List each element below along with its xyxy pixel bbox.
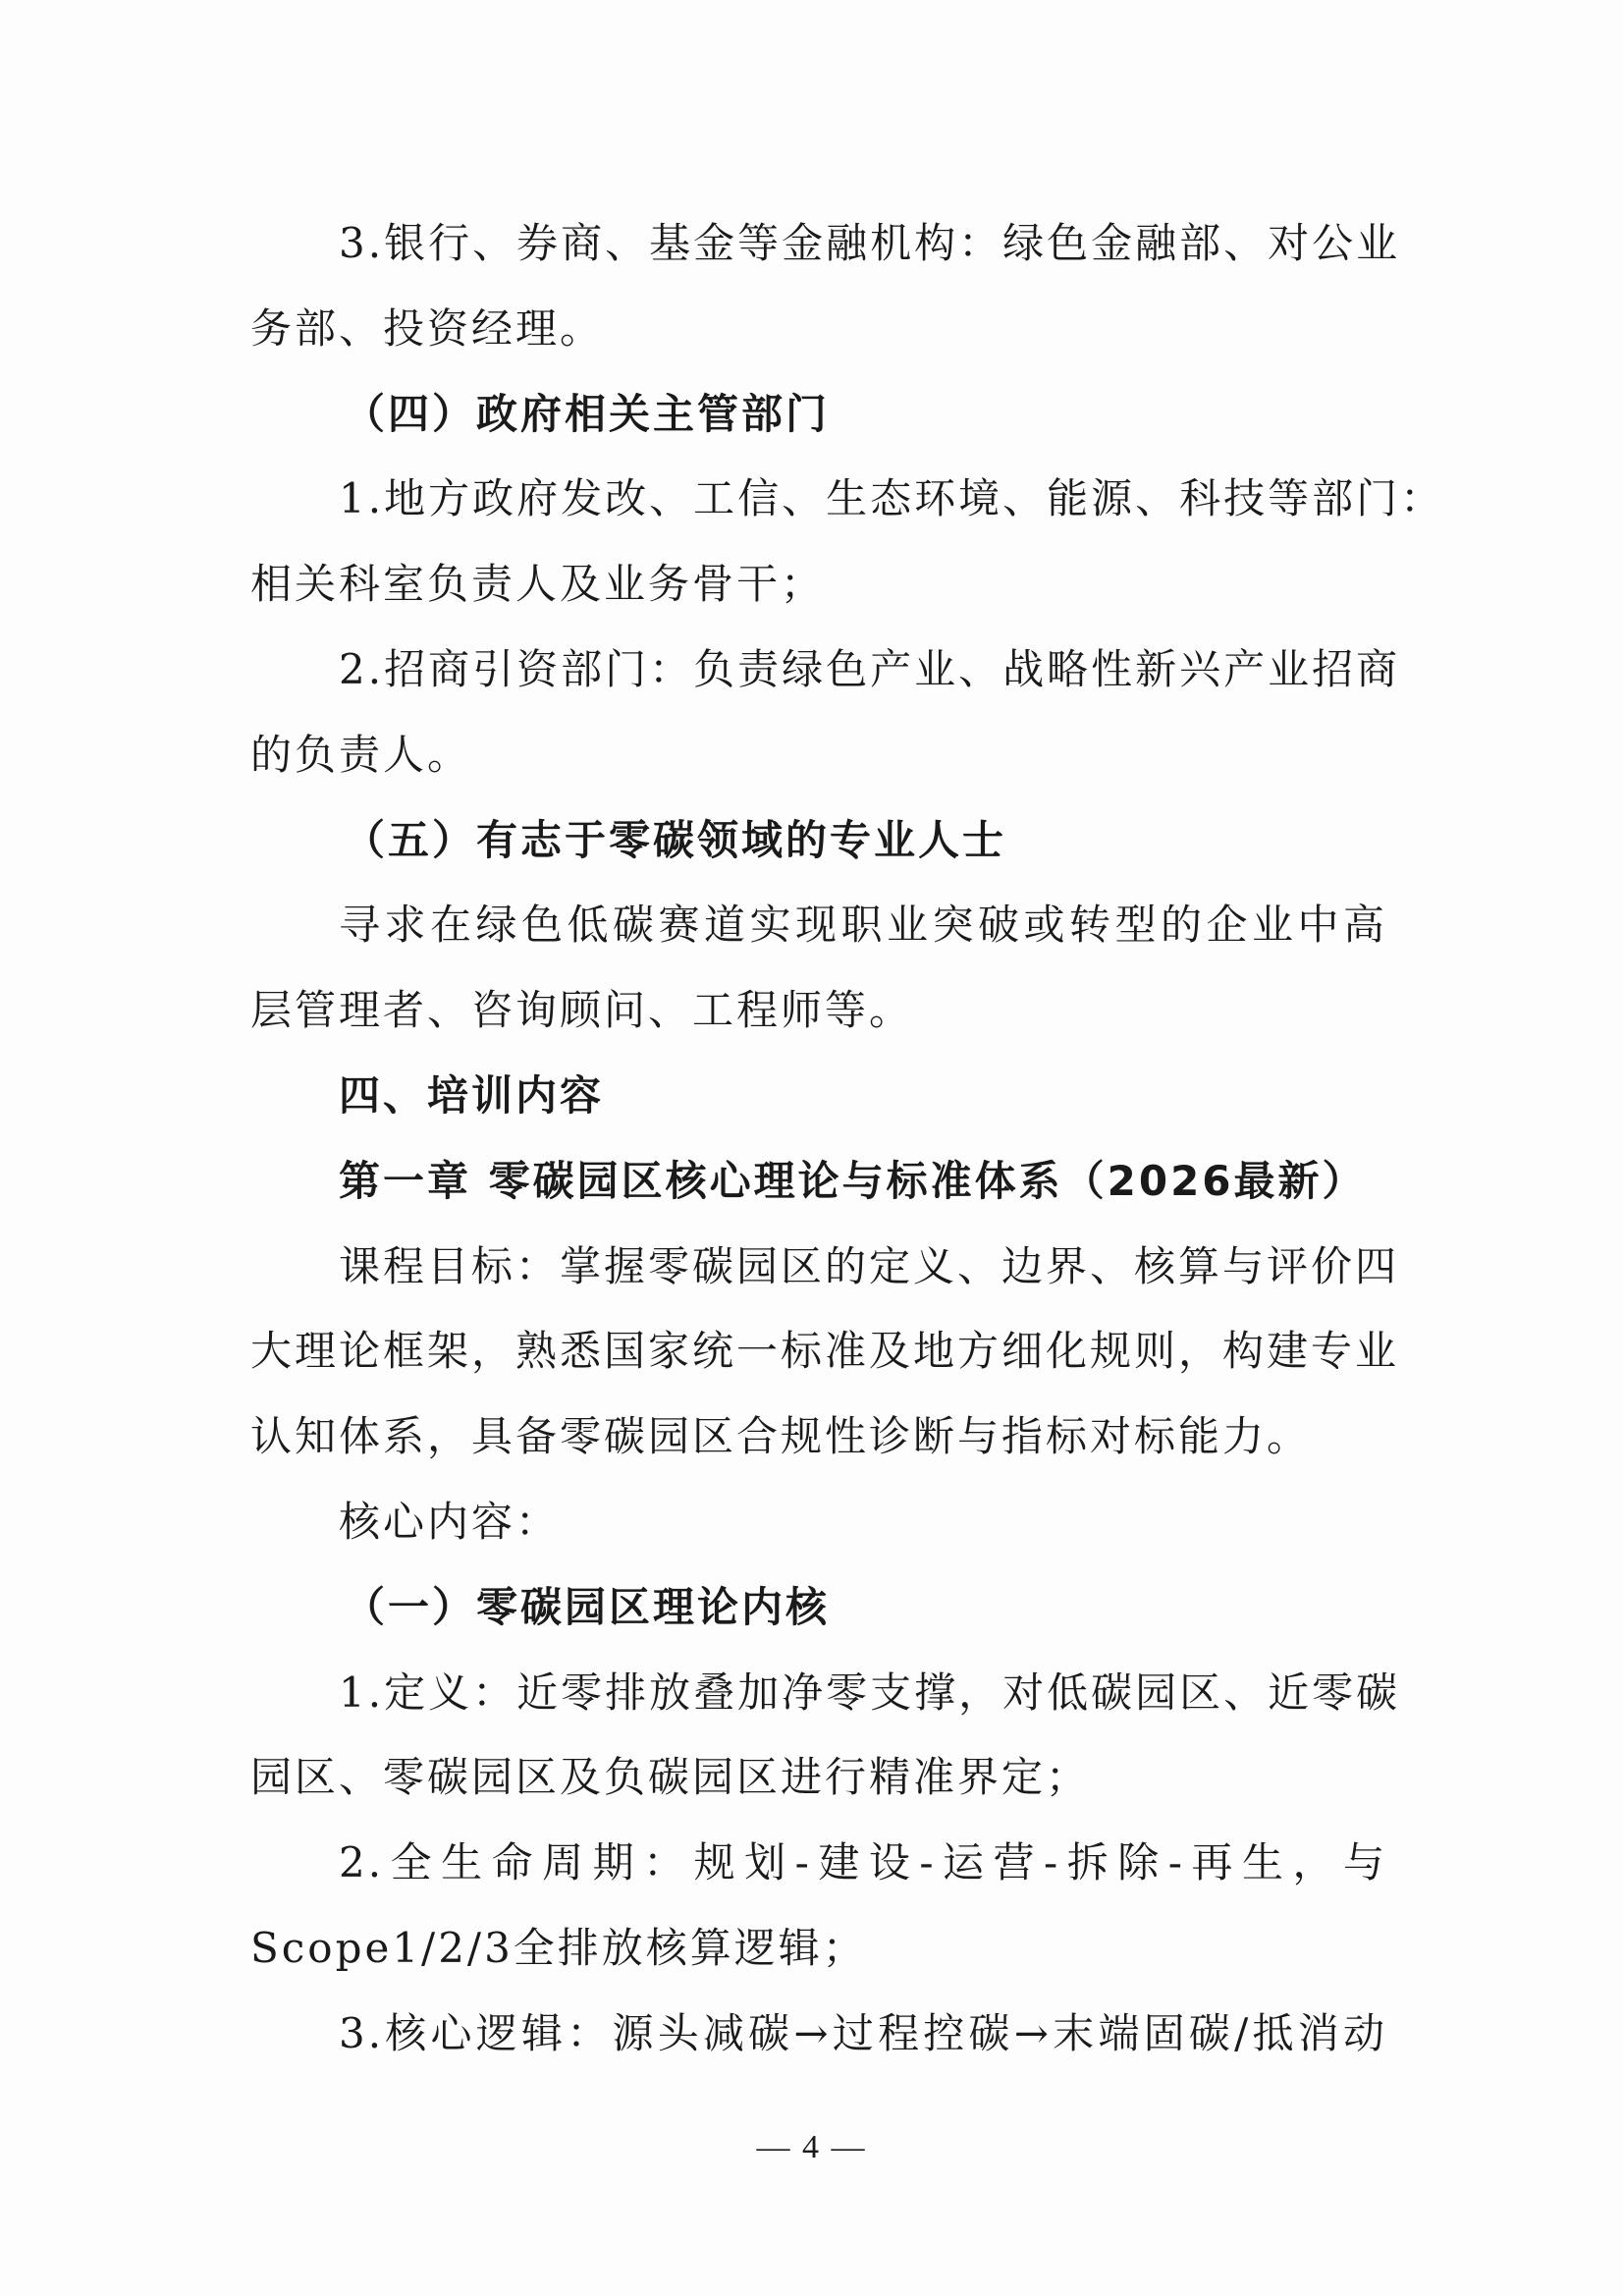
text-line: Scope1/2/3全排放核算逻辑； [250,1923,867,1972]
text-line: 寻求在绿色低碳赛道实现职业突破或转型的企业中高 [339,901,1387,950]
text-line: 相关科室负责人及业务骨干； [250,560,826,609]
text-line: 层管理者、咨询顾问、工程师等。 [250,986,914,1035]
text-line: 大理论框架，熟悉国家统一标准及地方细化规则，构建专业 [250,1327,1400,1376]
text-line: 1.定义：近零排放叠加净零支撑，对低碳园区、近零碳 [339,1667,1401,1717]
section-heading: （四）政府相关主管部门 [344,389,831,438]
chapter-title: 第一章 零碳园区核心理论与标准体系（2026最新） [339,1156,1367,1205]
section-heading: （五）有志于零碳领域的专业人士 [344,815,1007,864]
text-line: 认知体系，具备零碳园区合规性诊断与指标对标能力。 [250,1412,1312,1461]
page-number: — 4 — [756,2129,867,2165]
section-heading: 四、培训内容 [339,1070,605,1120]
text-line: 1.地方政府发改、工信、生态环境、能源、科技等部门： [339,474,1445,523]
text-line: 2.招商引资部门：负责绿色产业、战略性新兴产业招商 [339,644,1401,693]
text-line: 园区、零碳园区及负碳园区进行精准界定； [250,1753,1091,1802]
text-line: 课程目标：掌握零碳园区的定义、边界、核算与评价四 [339,1241,1400,1290]
section-heading: （一）零碳园区理论内核 [344,1582,831,1631]
text-line: 务部、投资经理。 [250,303,605,353]
text-line: 的负责人。 [250,730,472,779]
text-line: 3.银行、券商、基金等金融机构：绿色金融部、对公业 [339,219,1401,267]
document-body [250,201,1445,2077]
text-line: 2.全生命周期：规划-建设-运营-拆除-再生，与 [339,1838,1387,1887]
text-line: 核心内容： [339,1497,561,1546]
text-line: 3.核心逻辑：源头减碳→过程控碳→末端固碳/抵消动 [339,2008,1387,2057]
